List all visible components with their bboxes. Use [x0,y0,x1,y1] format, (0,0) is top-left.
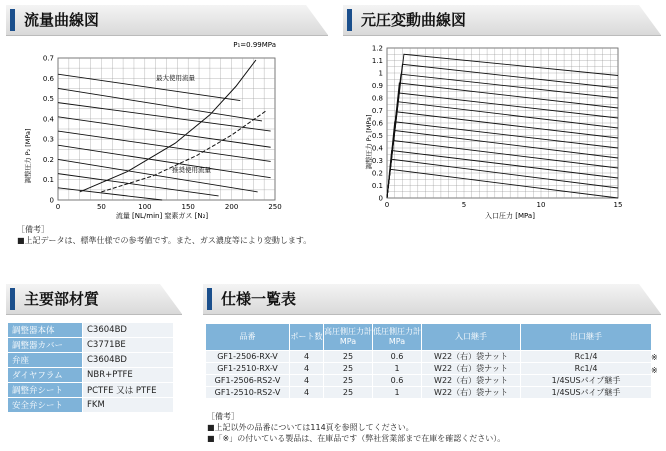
high-gauge: 25 [324,363,373,375]
x-axis-label: 入口圧力 [MPa] [485,212,535,220]
low-gauge: 1 [373,387,422,399]
port-count: 4 [290,387,324,399]
header-accent-bar [10,9,15,31]
material-row [8,398,174,413]
material-row [8,383,174,398]
col-header: 低圧側圧力計 MPa [373,324,422,351]
material-row [8,368,174,383]
part-material: C3771BE [83,338,174,353]
y-tick-label: 0.7 [42,54,54,63]
low-gauge: 0.6 [373,375,422,387]
port-count: 4 [290,363,324,375]
x-tick-label: 200 [224,203,239,211]
y-tick-label: 0.6 [371,119,383,128]
y-tick-label: 0.3 [371,157,383,165]
materials-header [6,284,182,315]
y-tick-label: 0.4 [371,144,383,153]
header-accent-bar [207,288,212,310]
spec-header [203,284,661,315]
col-header: 高圧側圧力計 MPa [324,324,373,351]
flow-note-heading: ［備考］ [17,225,49,234]
section-title: 主要部材質 [24,290,100,308]
col-header: 品番 [206,324,290,351]
y-tick-label: 0.3 [42,135,54,144]
part-name: 弁座 [8,353,83,368]
port-count: 4 [290,351,324,363]
part-material: NBR+PTFE [83,368,174,383]
stock-mark: ※ [651,366,658,375]
part-number: GF1-2506-RX-V [206,351,290,363]
col-header: 入口継手 [422,324,521,351]
high-gauge: 25 [324,375,373,387]
low-gauge: 1 [373,363,422,375]
inlet-fitting: W22（右）袋ナット [422,363,521,375]
y-tick-label: 0.2 [371,169,383,178]
material-row [8,323,174,338]
spec-note: ■「※」の付いている製品は、在庫品です（弊社営業部まで在庫を確認ください）。 [207,434,506,443]
header-corner [639,5,661,35]
y-tick-label: 0.6 [42,74,54,83]
spec-note-heading: ［備考］ [207,412,239,421]
x-tick-label: 100 [138,203,152,211]
x-tick-label: 250 [268,203,282,211]
table-row [206,387,652,399]
flow-curve-header [6,5,328,36]
table-row [206,363,652,375]
part-name: ダイヤフラム [8,368,83,383]
y-tick-label: 0.5 [371,132,383,140]
section-title: 流量曲線図 [24,11,100,29]
outlet-fitting: Rc1/4 [521,351,652,363]
x-tick-label: 150 [181,203,195,211]
low-gauge: 0.6 [373,351,422,363]
x-axis-label: 流量 [NL/min] 窒素ガス [N₂] [115,212,209,220]
inlet-fitting: W22（右）袋ナット [422,375,521,387]
header-corner [306,5,328,35]
port-count: 4 [290,375,324,387]
part-name: 調整器本体 [8,323,83,338]
supply-curve-header [343,5,661,36]
col-header: ポート数 [290,324,324,351]
part-name: 調整器カバー [8,338,83,353]
inlet-fitting: W22（右）袋ナット [422,387,521,399]
part-material: C3604BD [83,323,174,338]
part-name: 安全弁シート [8,398,83,413]
y-tick-label: 0.9 [371,82,383,90]
col-header: 出口継手 [521,324,652,351]
y-tick-label: 1.1 [371,57,383,65]
supply-chart-grid [387,48,618,198]
header-accent-bar [347,9,352,31]
y-axis-label: 調整圧力 P₂ [MPa] [24,128,32,184]
part-number: GF1-2506-RS2-V [206,375,290,387]
material-row [8,338,174,353]
table-row [206,375,652,387]
y-tick-label: 0.2 [42,155,54,164]
flow-chart [0,38,335,222]
outlet-fitting: 1/4SUSパイプ継手 [521,375,652,387]
max-flow-label: 最大使用流量 [156,74,195,82]
y-tick-label: 1 [378,69,383,78]
header-accent-bar [10,288,15,310]
inlet-fitting: W22（右）袋ナット [422,351,521,363]
high-gauge: 25 [324,387,373,399]
y-tick-label: 0.4 [42,115,54,124]
recommended-flow-label: 推奨使用流量 [172,166,211,174]
high-gauge: 25 [324,351,373,363]
pressure-label: P₁=0.99MPa [233,41,276,49]
y-tick-label: 0.5 [42,95,54,104]
y-axis-label: 調整圧力 P₂ [MPa] [365,114,373,170]
material-row [8,353,174,368]
section-title: 仕様一覧表 [221,290,297,308]
supply-chart [345,38,665,222]
flow-note: ■上記データは、標準仕様での参考値です。また、ガス濃度等により変動します。 [17,236,312,245]
spec-table [205,323,652,399]
table-row [206,351,652,363]
y-tick-label: 0.8 [371,94,383,103]
y-tick-label: 1.2 [371,44,383,53]
header-corner [639,284,661,314]
part-number: GF1-2510-RX-V [206,363,290,375]
part-material: FKM [83,398,174,413]
x-tick-label: 50 [96,203,106,211]
spec-note: ■上記以外の品番については114頁を参照してください。 [207,423,414,432]
y-tick-label: 0.7 [371,107,383,115]
y-tick-label: 0 [378,194,383,203]
part-name: 調整弁シート [8,383,83,398]
section-title: 元圧変動曲線図 [361,11,467,29]
x-tick-label: 10 [536,201,546,209]
y-tick-label: 0.1 [371,182,383,190]
x-tick-label: 0 [384,201,390,209]
y-tick-label: 0 [49,196,54,205]
x-tick-label: 15 [613,201,623,209]
part-material: PCTFE 又は PTFE [83,383,174,398]
header-corner [160,284,182,314]
x-tick-label: 5 [461,201,467,209]
part-number: GF1-2510-RS2-V [206,387,290,399]
outlet-fitting: 1/4SUSパイプ継手 [521,387,652,399]
y-tick-label: 0.1 [42,176,54,185]
x-tick-label: 0 [55,203,61,211]
materials-table [7,322,174,413]
part-material: C3604BD [83,353,174,368]
outlet-fitting: Rc1/4 [521,363,652,375]
stock-mark: ※ [651,353,658,362]
